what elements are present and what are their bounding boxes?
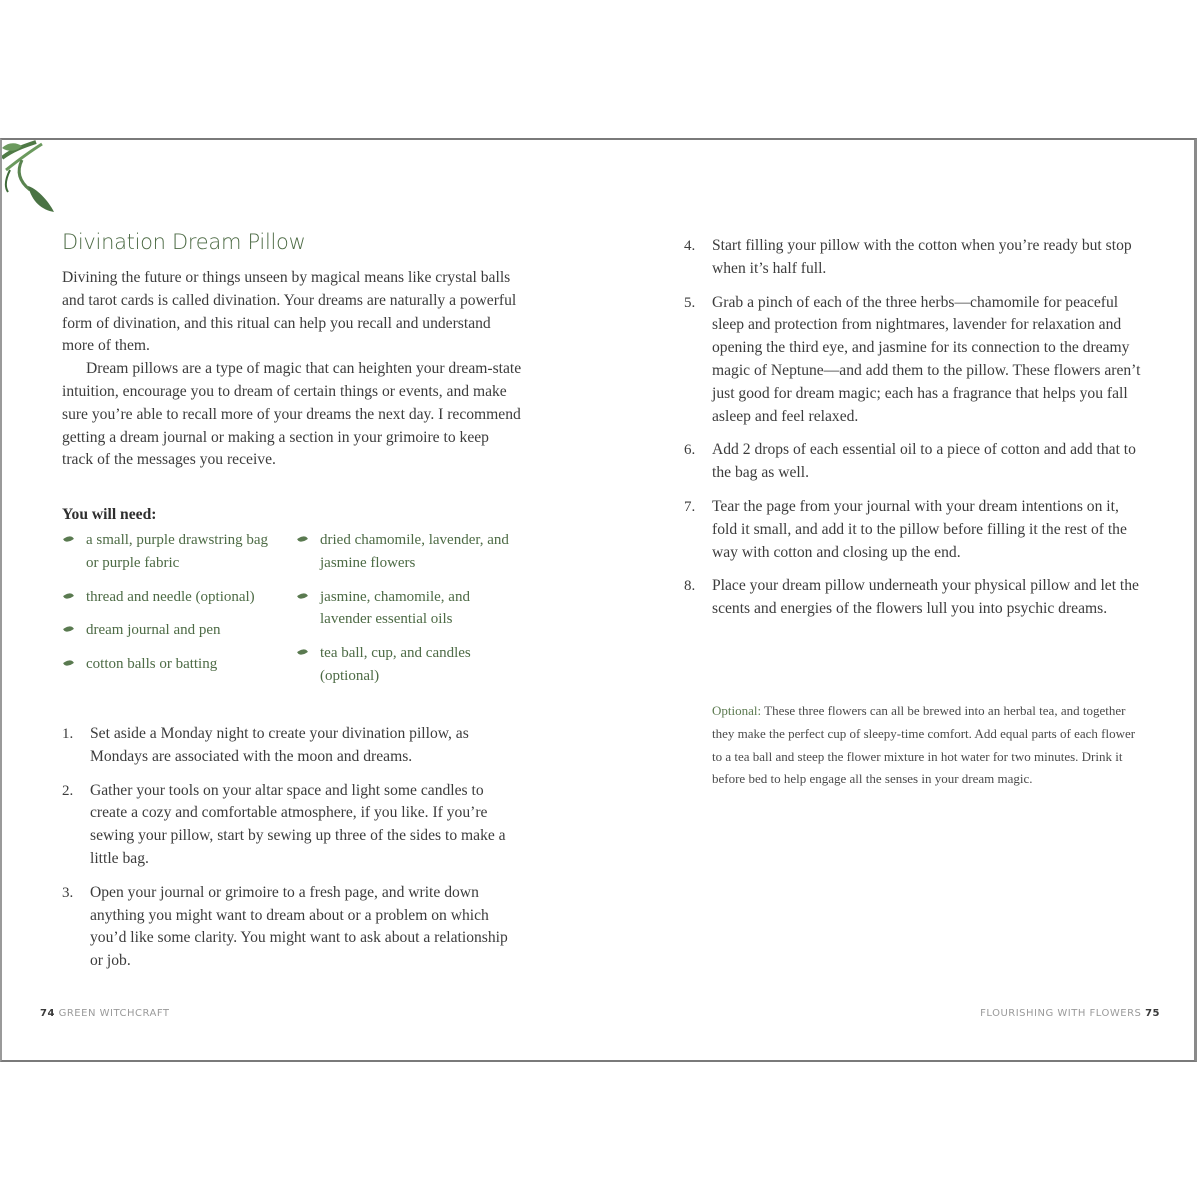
leaf-bullet-icon <box>63 534 74 544</box>
optional-note <box>712 700 1142 791</box>
needs-list-column-2 <box>296 529 516 699</box>
leaf-bullet-icon <box>63 591 74 601</box>
need-item: dream journal and pen <box>62 619 282 642</box>
optional-label: Optional: <box>712 703 762 718</box>
needs-heading: You will need: <box>62 506 157 523</box>
step-item <box>62 723 512 769</box>
left-page <box>2 140 600 1060</box>
step-text: Open your journal or grimoire to a fresh page, and write down anything you might want to dream about or a problem on which you’d like some clarity. You might want to ask about a relationship or job. <box>90 883 508 970</box>
steps-list-right <box>684 235 1146 632</box>
leaf-bullet-icon <box>297 647 308 657</box>
right-page <box>600 140 1198 1060</box>
step-number: 6. <box>684 442 696 459</box>
step-item <box>684 292 1146 429</box>
page-number: 74 <box>40 1008 55 1019</box>
step-item <box>684 496 1146 564</box>
step-text: Start filling your pillow with the cotton when you’re ready but stop when it’s half full. <box>712 237 1132 277</box>
folio-left <box>40 1008 170 1019</box>
step-text: Grab a pinch of each of the three herbs—chamomile for peaceful sleep and protection from nightmares, lavender for relaxation and opening the third eye, and jasmine for its connection to the dreamy magic of Neptune—and add them to the pillow. These flowers aren’t just good for dream magic; each has a fragrance that helps you fall asleep and feel relaxed. <box>712 293 1141 425</box>
step-item <box>62 882 512 973</box>
step-number: 1. <box>62 726 74 742</box>
needs-list-column-1 <box>62 529 282 687</box>
step-number: 3. <box>62 884 74 901</box>
step-number: 7. <box>684 498 696 515</box>
step-number: 4. <box>684 238 696 254</box>
need-item: tea ball, cup, and candles (optional) <box>296 642 516 688</box>
page-number: 75 <box>1145 1008 1160 1019</box>
need-item: a small, purple drawstring bag or purple fabric <box>62 529 282 575</box>
intro-paragraph-2: Dream pillows are a type of magic that can heighten your dream-state intuition, encourage you to dream of certain things or events, and make sure you’re able to recall more of your dreams the next day. I recommend getting a dream journal or making a section in your grimoire to keep track of the messages you receive. <box>62 360 522 469</box>
leaf-bullet-icon <box>297 591 308 601</box>
step-number: 2. <box>62 782 74 799</box>
step-text: Gather your tools on your altar space and light some candles to create a cozy and comfortable atmosphere, if you like. If you’re sewing your pillow, start by sewing up three of the sides to make a little bag. <box>90 781 506 867</box>
step-item <box>684 575 1146 621</box>
step-number: 5. <box>684 294 696 311</box>
step-text: Set aside a Monday night to create your divination pillow, as Mondays are associated with the moon and dreams. <box>90 725 469 765</box>
step-text: Tear the page from your journal with your dream intentions on it, fold it small, and add it to the pillow before filling it the rest of the way with cotton and closing up the end. <box>712 497 1127 561</box>
step-item <box>62 780 512 871</box>
need-item: dried chamomile, lavender, and jasmine flowers <box>296 529 516 575</box>
step-text: Add 2 drops of each essential oil to a piece of cotton and add that to the bag as well. <box>712 441 1136 482</box>
leaf-bullet-icon <box>63 658 74 668</box>
recipe-title: Divination Dream Pillow <box>62 230 306 254</box>
need-item: thread and needle (optional) <box>62 586 282 609</box>
intro-paragraph-1: Divining the future or things unseen by magical means like crystal balls and tarot cards is called divination. Your dreams are naturally a powerful form of divination, and this ritual can help you recall and understand more of them. <box>62 269 517 355</box>
vine-leaf-icon <box>2 140 62 215</box>
optional-text: These three flowers can all be brewed into an herbal tea, and together they make the perfect cup of sleepy-time comfort. Add equal parts of each flower to a tea ball and steep the flower mixture in hot water for two minutes. Drink it before bed to help engage all the senses in your dream magic. <box>712 703 1136 787</box>
step-text: Place your dream pillow underneath your physical pillow and let the scents and energies of the flowers lull you into psychic dreams. <box>712 577 1139 618</box>
folio-right <box>980 1008 1160 1019</box>
step-item <box>684 439 1146 485</box>
leaf-bullet-icon <box>297 534 308 544</box>
running-head: GREEN WITCHCRAFT <box>58 1008 170 1019</box>
intro-text <box>62 267 522 472</box>
step-item <box>684 235 1146 281</box>
need-item: jasmine, chamomile, and lavender essential oils <box>296 586 516 632</box>
need-item: cotton balls or batting <box>62 653 282 676</box>
leaf-bullet-icon <box>63 624 74 634</box>
running-head: FLOURISHING WITH FLOWERS <box>980 1008 1142 1019</box>
book-spread <box>0 138 1197 1062</box>
step-number: 8. <box>684 578 696 595</box>
steps-list-left <box>62 723 512 984</box>
